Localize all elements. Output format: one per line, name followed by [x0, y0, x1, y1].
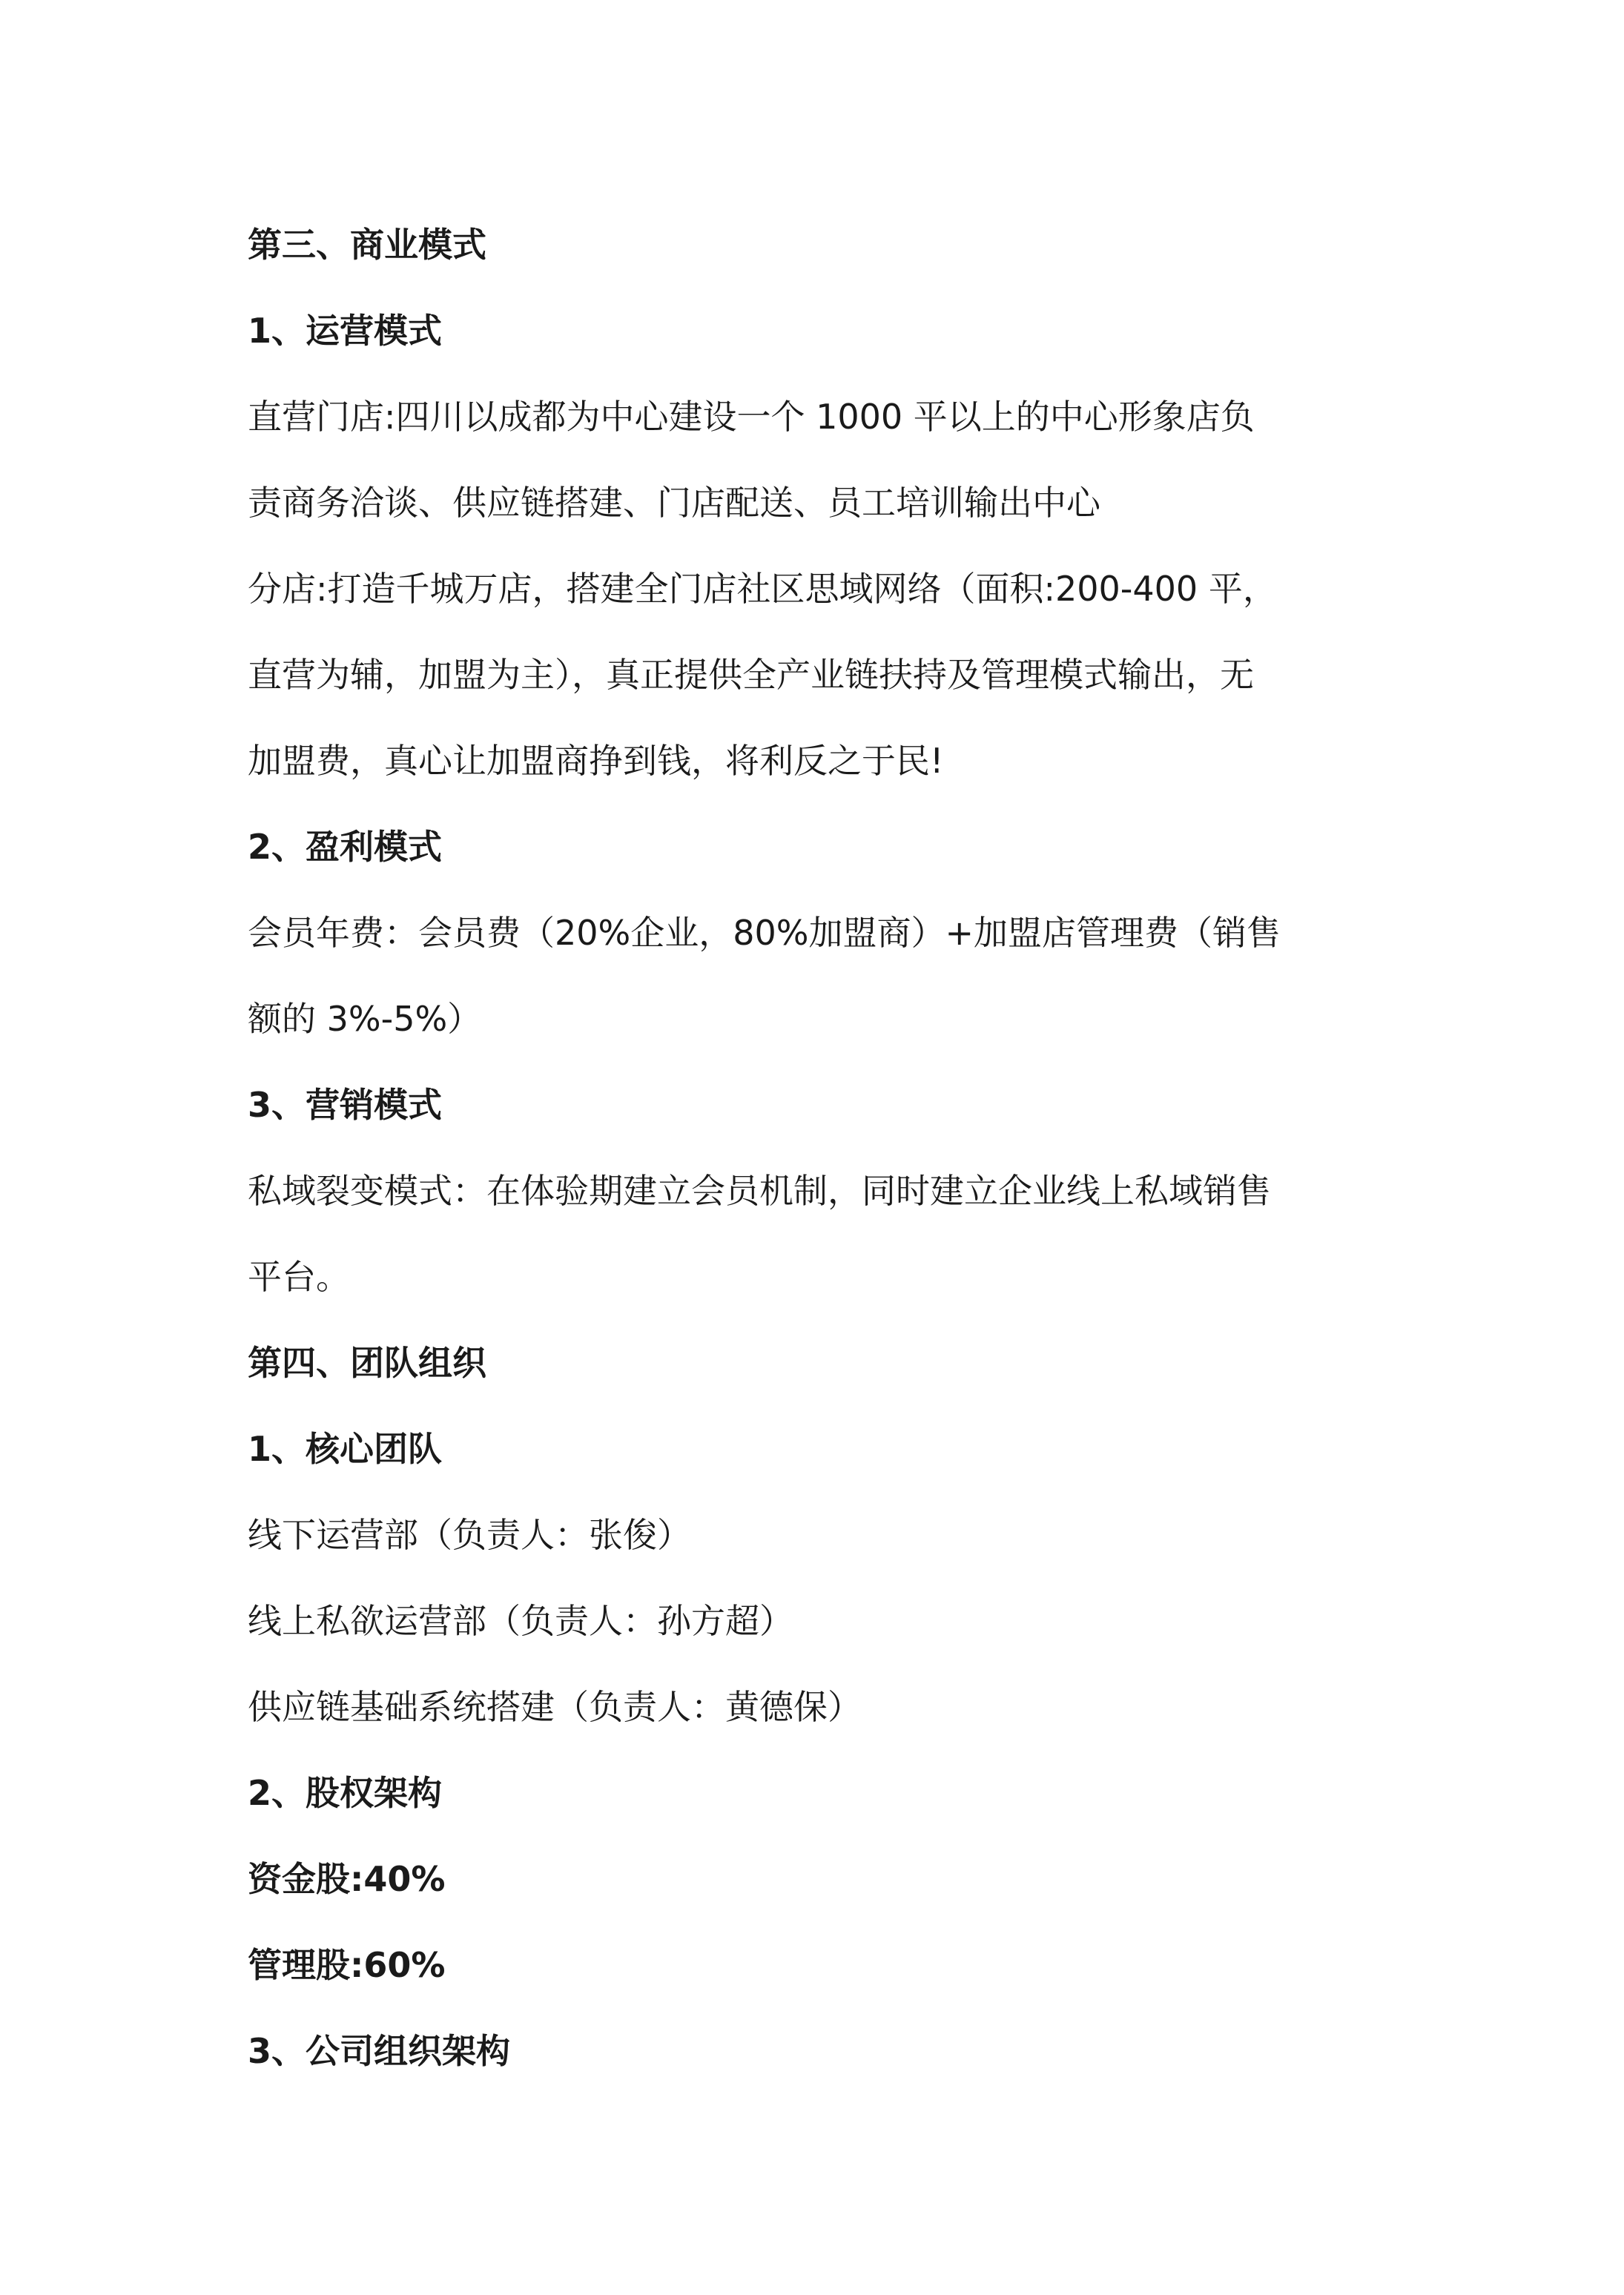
subheading-org-structure: 3、公司组织架构: [248, 2031, 511, 2071]
paragraph-line: 直营门店:四川以成都为中心建设一个 1000 平以上的中心形象店负: [248, 397, 1255, 437]
document-page: [248, 202, 1405, 2094]
equity-item-capital: 资金股:40%: [248, 1859, 446, 1899]
paragraph-line: 责商务洽谈、供应链搭建、门店配送、员工培训输出中心: [248, 483, 1100, 523]
paragraph-line: 直营为辅，加盟为主），真正提供全产业链扶持及管理模式输出，无: [248, 655, 1254, 695]
paragraph-line: 额的 3%-5%）: [248, 999, 482, 1039]
paragraph-branch-store: [248, 546, 1405, 804]
paragraph-line: 平台。: [248, 1257, 350, 1297]
subheading-profit-model: 2、盈利模式: [248, 827, 443, 867]
equity-item-management: 管理股:60%: [248, 1945, 446, 1985]
section-heading-business-model: 第三、商业模式: [248, 225, 486, 265]
paragraph-profit: [248, 890, 1405, 1062]
paragraph-line: 会员年费：会员费（20%企业，80%加盟商）+加盟店管理费（销售: [248, 913, 1281, 953]
paragraph-line: 加盟费，真心让加盟商挣到钱，将利反之于民!: [248, 741, 944, 781]
paragraph-direct-store: [248, 374, 1405, 546]
subheading-equity-structure: 2、股权架构: [248, 1773, 443, 1813]
subheading-marketing-model: 3、营销模式: [248, 1085, 443, 1125]
subheading-core-team: 1、核心团队: [248, 1429, 443, 1469]
team-item-online: 线上私欲运营部（负责人：孙方超）: [248, 1601, 793, 1641]
paragraph-marketing: [248, 1148, 1405, 1320]
team-item-supply-chain: 供应链基础系统搭建（负责人：黄德保）: [248, 1687, 862, 1727]
paragraph-line: 私域裂变模式：在体验期建立会员机制，同时建立企业线上私域销售: [248, 1171, 1271, 1211]
section-heading-team: 第四、团队组织: [248, 1343, 486, 1383]
paragraph-line: 分店:打造千城万店，搭建全门店社区思域网络（面积:200-400 平，: [248, 569, 1277, 609]
team-item-offline: 线下运营部（负责人：张俊）: [248, 1515, 691, 1555]
subheading-operation-model: 1、运营模式: [248, 311, 443, 351]
